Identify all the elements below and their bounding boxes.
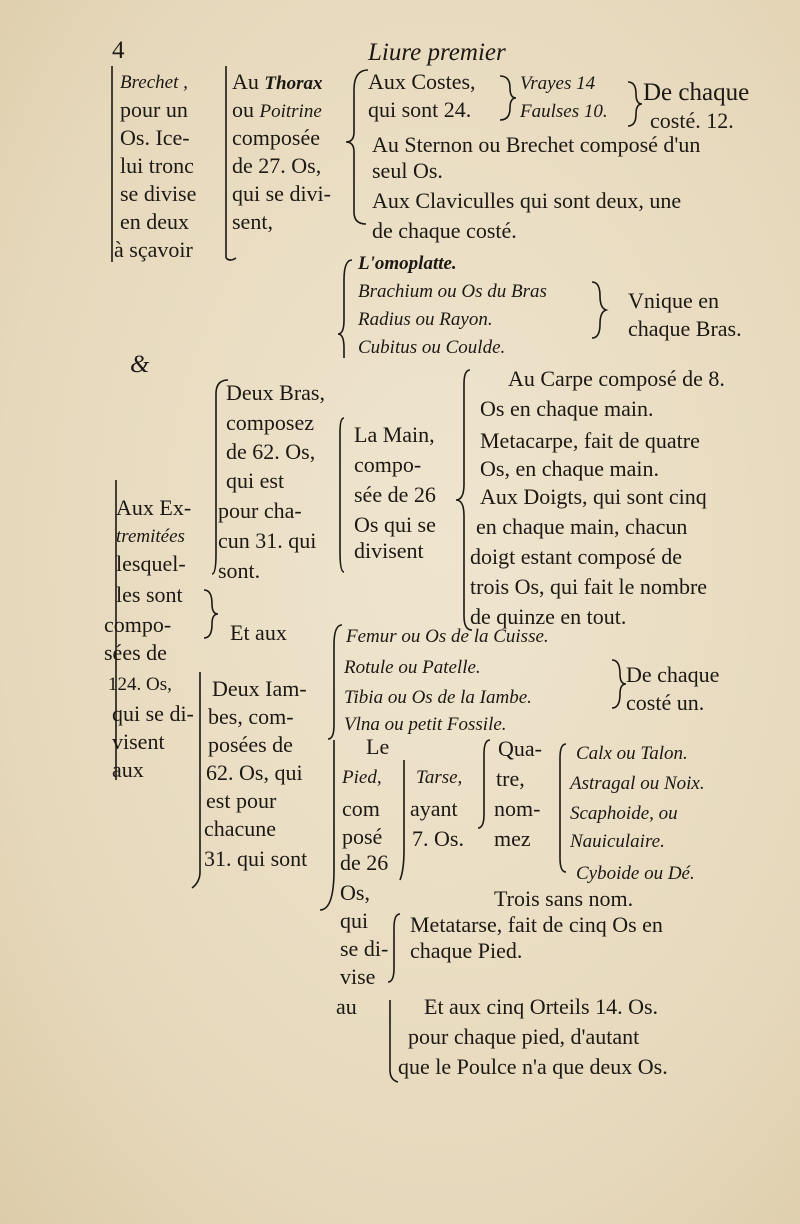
pied-line: Le	[366, 734, 390, 759]
unique-bras: chaque Bras.	[628, 316, 742, 341]
pied-line: se di-	[340, 936, 389, 961]
quatre-line: tre,	[496, 766, 525, 791]
bras-bone: L'omoplatte.	[358, 253, 457, 274]
running-title: Liure premier	[368, 39, 506, 66]
tarse-line: Tarse,	[416, 767, 463, 788]
ampersand: &	[130, 351, 150, 378]
quatre-line: mez	[494, 826, 531, 851]
deux-iambes-line: posées de	[208, 732, 293, 757]
tarse-bone: Cyboide ou Dé.	[576, 863, 695, 884]
deux-bras-line: pour cha-	[218, 498, 302, 523]
orteils-line: Et aux cinq Orteils 14. Os.	[424, 994, 659, 1019]
de-chaque-thorax: De chaque	[643, 79, 750, 106]
main-line: sée de 26	[354, 482, 436, 507]
metacarpe-line: Metacarpe, fait de quatre	[480, 428, 700, 453]
col1-line: lui tronc	[120, 153, 194, 178]
clavicules-line: Aux Claviculles qui sont deux, une	[372, 188, 682, 213]
os-qui-line: divisent	[354, 538, 424, 563]
os-qui-line: Os qui se	[354, 512, 436, 537]
de-chaque-jambe: De chaque	[626, 662, 720, 687]
tarse-bone: Nauiculaire.	[570, 831, 665, 852]
page-number: 4	[112, 37, 125, 64]
jambe-bone: Vlna ou petit Fossile.	[344, 714, 507, 735]
tarse-bone: Scaphoide, ou	[570, 803, 678, 824]
col1b-line: visent	[112, 729, 165, 754]
deux-bras-line: cun 31. qui	[218, 528, 317, 553]
col1b-line: Aux Ex-	[116, 495, 192, 520]
jambe-bone: Tibia ou Os de la Iambe.	[344, 687, 532, 708]
col1-line: se divise	[120, 181, 197, 206]
col1b-line: lesquel-	[116, 551, 186, 576]
deux-iambes-line: bes, com-	[208, 704, 294, 729]
deux-iambes-line: chacune	[204, 816, 277, 841]
tarse-line: 7. Os.	[412, 826, 464, 851]
pied-line: qui	[340, 908, 369, 933]
orteils-line: pour chaque pied, d'autant	[408, 1024, 640, 1049]
tarse-bone: Astragal ou Noix.	[570, 773, 705, 794]
col1-line: Os. Ice-	[120, 125, 190, 150]
deux-iambes-line: Deux Iam-	[212, 676, 307, 701]
clavicules-line: de chaque costé.	[372, 218, 517, 243]
doigts-line: de quinze en tout.	[470, 604, 627, 629]
sternon-line: Au Sternon ou Brechet composé d'un	[372, 132, 701, 157]
pied-line: Os,	[340, 880, 370, 905]
pied-line: au	[336, 994, 357, 1019]
deux-iambes-line: 31. qui sont	[204, 846, 308, 871]
col1b-line: aux	[112, 757, 144, 782]
deux-iambes-line: 62. Os, qui	[206, 760, 303, 785]
deux-bras-line: Deux Bras,	[226, 380, 325, 405]
bras-bone: Cubitus ou Coulde.	[358, 337, 506, 358]
metatarse-line: Metatarse, fait de cinq Os en	[410, 912, 663, 937]
main-line: compo-	[354, 452, 422, 477]
pied-line: com	[342, 796, 380, 821]
orteils-line: que le Poulce n'a que deux Os.	[398, 1054, 668, 1079]
deux-bras-line: composez	[226, 410, 314, 435]
jambe-bone: Rotule ou Patelle.	[344, 657, 481, 678]
metatarse-line: chaque Pied.	[410, 938, 523, 963]
col2-line: qui se divi-	[232, 181, 331, 206]
col1-line: Brechet ,	[120, 72, 188, 93]
et-aux: Et aux	[230, 620, 287, 645]
col1b-line: qui se di-	[112, 701, 194, 726]
col1b-line: 124. Os,	[108, 674, 172, 695]
col2-line: ou Poitrine	[232, 97, 322, 122]
col1b-line: compo-	[104, 612, 172, 637]
de-chaque-thorax: costé. 12.	[650, 108, 734, 133]
col1b-line: les sont	[116, 582, 183, 607]
doigts-line: en chaque main, chacun	[476, 514, 688, 539]
col2-line: de 27. Os,	[232, 153, 322, 178]
trois-sans-nom: Trois sans nom.	[494, 886, 634, 911]
deux-iambes-line: est pour	[206, 788, 277, 813]
costes-line: qui sont 24.	[368, 97, 472, 122]
metacarpe-line: Os, en chaque main.	[480, 456, 659, 481]
col1b-line: sées de	[104, 640, 167, 665]
deux-bras-line: qui est	[226, 468, 285, 493]
vrayes: Vrayes 14	[520, 73, 596, 94]
doigts-line: Aux Doigts, qui sont cinq	[480, 484, 707, 509]
de-chaque-jambe: costé un.	[626, 690, 705, 715]
col1-line: pour un	[120, 97, 188, 122]
col2-line: composée	[232, 125, 320, 150]
deux-bras-line: sont.	[218, 558, 261, 583]
carpe-line: Au Carpe composé de 8.	[508, 366, 725, 391]
jambe-bone: Femur ou Os de la Cuisse.	[346, 626, 549, 647]
deux-bras-line: de 62. Os,	[226, 439, 316, 464]
costes-line: Aux Costes,	[368, 69, 476, 94]
carpe-line: Os en chaque main.	[480, 396, 654, 421]
col1b-line: tremitées	[116, 526, 185, 547]
col1-line: en deux	[120, 209, 190, 234]
col1-line: à sçavoir	[114, 237, 193, 262]
faulses: Faulses 10.	[520, 101, 608, 122]
pied-line: Pied,	[342, 767, 382, 788]
unique-bras: Vnique en	[628, 288, 720, 313]
pied-line: vise	[340, 964, 376, 989]
doigts-line: doigt estant composé de	[470, 544, 683, 569]
col2-line: Au Thorax	[232, 69, 323, 94]
bras-bone: Radius ou Rayon.	[358, 309, 493, 330]
sternon-line: seul Os.	[372, 158, 443, 183]
bras-bone: Brachium ou Os du Bras	[358, 281, 547, 302]
tarse-line: ayant	[410, 796, 458, 821]
pied-line: posé	[342, 824, 383, 849]
main-line: La Main,	[354, 422, 435, 447]
doigts-line: trois Os, qui fait le nombre	[470, 574, 708, 599]
tarse-bone: Calx ou Talon.	[576, 743, 688, 764]
pied-line: de 26	[340, 850, 389, 875]
quatre-line: Qua-	[498, 736, 542, 761]
col2-line: sent,	[232, 209, 273, 234]
quatre-line: nom-	[494, 796, 541, 821]
